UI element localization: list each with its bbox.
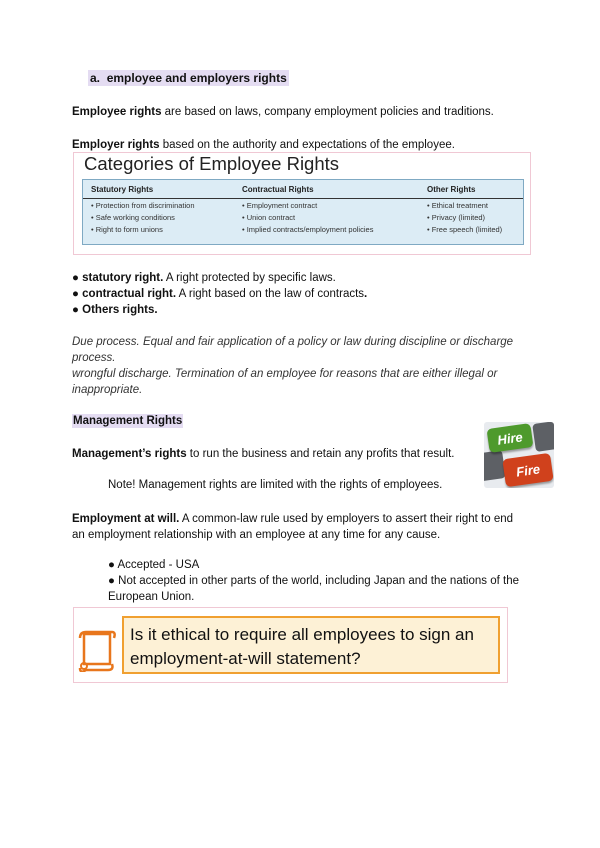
bullet-glyph: ● [72,272,79,284]
rights-tail: . [364,288,368,300]
management-note: Note! Management rights are limited with the rights of employees. [108,479,443,491]
ethical-question-box [122,616,500,674]
rights-term: statutory right. [82,272,164,284]
column-header: Contractual Rights [242,185,314,194]
management-rights-paragraph [72,446,482,462]
section-label: a. [90,71,101,85]
management-rights-term: Management’s rights [72,448,187,460]
list-item [72,302,367,318]
at-will-bullets [108,557,538,605]
column-other [427,180,502,236]
column-statutory [91,180,195,236]
list-item [72,270,367,286]
employee-rights-term: Employee rights [72,106,162,118]
list-item: • Implied contracts/employment policies [242,224,373,236]
wrongful-discharge-definition: wrongful discharge. Termination of an employee for reasons that are either illegal or inappropriate. [72,368,498,396]
section-title: employee and employers rights [106,71,287,85]
fire-key: Fire [502,453,553,487]
column-header: Other Rights [427,185,476,194]
list-item: • Right to form unions [91,224,195,236]
list-item: • Employment contract [242,200,373,212]
rights-text: A right based on the law of contracts [176,288,365,300]
management-rights-text: to run the business and retain any profits that result. [186,448,455,460]
list-item: • Free speech (limited) [427,224,502,236]
ethical-question-figure [73,607,508,683]
scroll-icon [78,630,116,672]
column-header: Statutory Rights [91,185,154,194]
bullet-glyph: ● [72,288,79,300]
bullet-glyph: ● [72,304,79,316]
ethical-question-text: Is it ethical to require all employees to sign an employment-at-will statement? [130,625,474,668]
list-item: • Protection from discrimination [91,200,195,212]
rights-term: Others rights. [82,304,158,316]
column-contractual [242,180,373,236]
employer-rights-term: Employer rights [72,139,160,151]
employment-at-will-term: Employment at will. [72,513,180,525]
rights-list [72,270,367,318]
keyboard-key [532,422,554,452]
rights-text: A right protected by specific laws. [163,272,336,284]
list-item [72,286,367,302]
due-process-definition: Due process. Equal and fair application of a policy or law during discipline or discharge process. [72,336,514,364]
employer-rights-text: based on the authority and expectations of the employee. [159,139,455,151]
hire-key: Hire [487,423,534,453]
list-item: • Privacy (limited) [427,212,502,224]
employment-at-will-paragraph [72,511,522,543]
categories-table [82,179,524,245]
list-item: • Ethical treatment [427,200,502,212]
employer-rights-paragraph [72,137,542,153]
hire-fire-keys-image [484,422,554,488]
section-heading [88,71,289,85]
employee-rights-paragraph [72,104,542,120]
list-item: • Union contract [242,212,373,224]
categories-figure [73,152,531,255]
categories-title: Categories of Employee Rights [84,153,340,174]
employment-at-will-text: A common-law rule used by employers to assert their right to end an employment relationship with an employee at any time for any cause. [72,513,514,541]
employee-rights-text: are based on laws, company employment policies and traditions. [161,106,494,118]
list-item: ● Not accepted in other parts of the world, including Japan and the nations of the European Union. [108,575,519,603]
rights-term: contractual right. [82,288,177,300]
list-item: ● Accepted - USA [108,559,200,571]
list-item: • Safe working conditions [91,212,195,224]
management-heading: Management Rights [73,415,183,427]
